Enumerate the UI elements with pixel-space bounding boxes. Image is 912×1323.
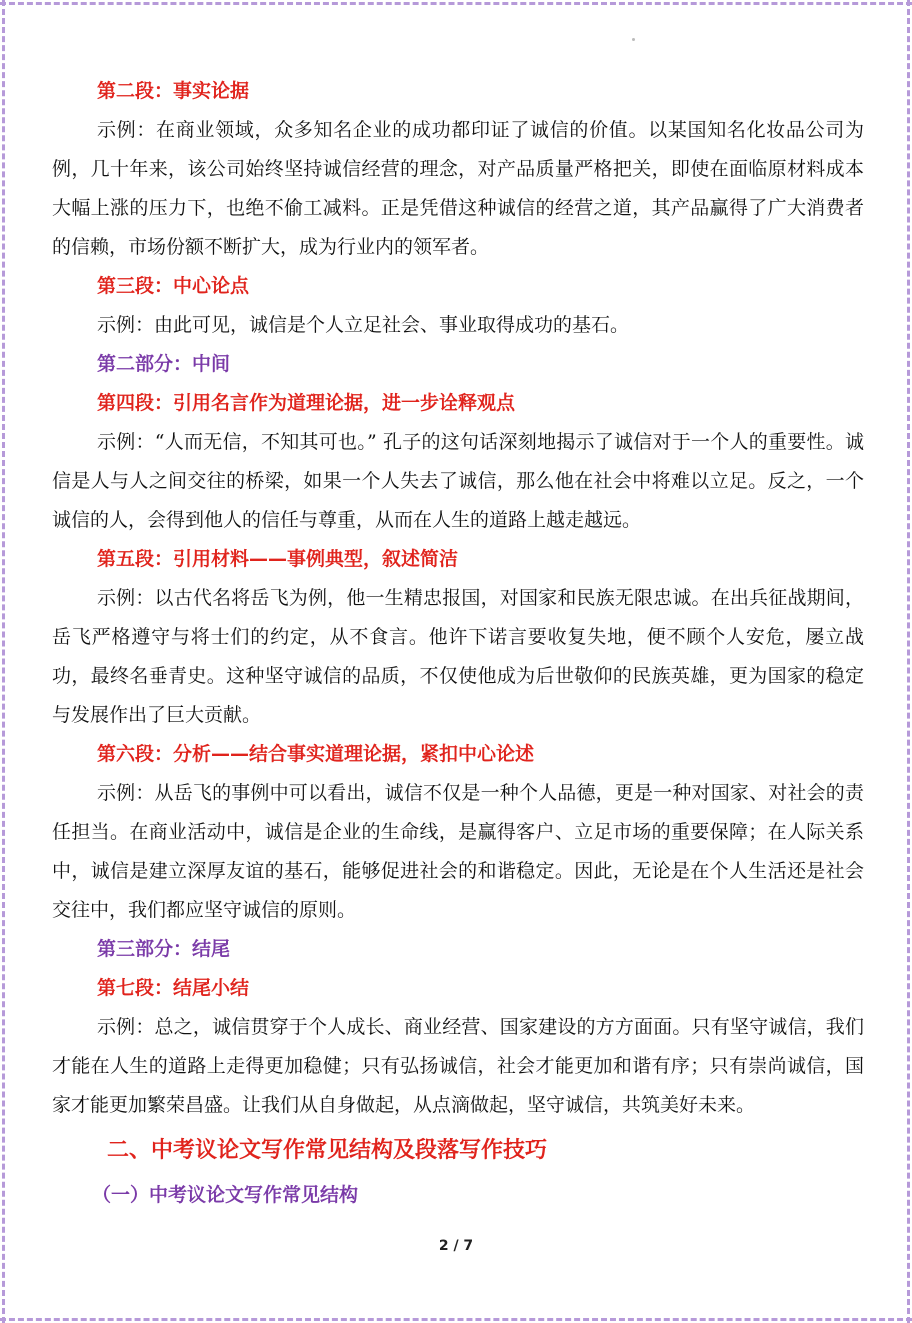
heading-paragraph-6: 第六段：分析——结合事实道理论据，紧扣中心论述 <box>97 743 535 765</box>
paragraph-quotation-evidence: 示例：“人而无信，不知其可也。” 孔子的这句话深刻地揭示了诚信对于一个人的重要性。诚信是人与人之间交往的桥梁，如果一个人失去了诚信，那么他在社会中将难以立足。反之，一个诚信的人，会得到他人的信任与尊重，从而在人生的道路上越走越远。 <box>52 431 864 531</box>
page-border-top <box>0 2 912 5</box>
page-border-left <box>2 0 5 1323</box>
heading-paragraph-5: 第五段：引用材料——事例典型，叙述简洁 <box>97 548 459 570</box>
heading-paragraph-4: 第四段：引用名言作为道理论据，进一步诠释观点 <box>97 392 516 414</box>
heading-paragraph-7: 第七段：结尾小结 <box>97 977 250 999</box>
page-border-bottom <box>0 1318 912 1321</box>
heading-paragraph-3: 第三段：中心论点 <box>97 275 250 297</box>
paragraph-central-argument: 示例：由此可见，诚信是个人立足社会、事业取得成功的基石。 <box>97 314 630 336</box>
sub-section-title: （一）中考议论文写作常见结构 <box>92 1184 359 1206</box>
paragraph-analysis: 示例：从岳飞的事例中可以看出，诚信不仅是一种个人品德，更是一种对国家、对社会的责任担当。在商业活动中，诚信是企业的生命线，是赢得客户、立足市场的重要保障；在人际关系中，诚信是建立深厚友谊的基石，能够促进社会的和谐稳定。因此，无论是在个人生活还是社会交往中，我们都应坚守诚信的原则。 <box>52 782 864 921</box>
page-number: 2 / 7 <box>438 1238 474 1254</box>
paragraph-material-example: 示例：以古代名将岳飞为例，他一生精忠报国，对国家和民族无限忠诚。在出兵征战期间，岳飞严格遵守与将士们的约定，从不食言。他许下诺言要收复失地，便不顾个人安危，屡立战功，最终名垂青史。这种坚守诚信的品质，不仅使他成为后世敬仰的民族英雄，更为国家的稳定与发展作出了巨大贡献。 <box>52 587 864 726</box>
paragraph-conclusion: 示例：总之，诚信贯穿于个人成长、商业经营、国家建设的方方面面。只有坚守诚信，我们才能在人生的道路上走得更加稳健；只有弘扬诚信，社会才能更加和谐有序；只有崇尚诚信，国家才能更加繁荣昌盛。让我们从自身做起，从点滴做起，坚守诚信，共筑美好未来。 <box>52 1016 864 1116</box>
scan-dot <box>632 38 635 41</box>
paragraph-fact-evidence: 示例：在商业领域，众多知名企业的成功都印证了诚信的价值。以某国知名化妆品公司为例，几十年来，该公司始终坚持诚信经营的理念，对产品质量严格把关，即使在面临原材料成本大幅上涨的压力下，也绝不偷工减料。正是凭借这种诚信的经营之道，其产品赢得了广大消费者的信赖，市场份额不断扩大，成为行业内的领军者。 <box>52 119 864 258</box>
heading-part-2: 第二部分：中间 <box>97 353 231 375</box>
section-title: 二、中考议论文写作常见结构及段落写作技巧 <box>107 1138 548 1163</box>
document-body <box>52 72 864 1215</box>
page-border-right <box>907 0 910 1323</box>
heading-part-3: 第三部分：结尾 <box>97 938 231 960</box>
heading-paragraph-2: 第二段：事实论据 <box>97 80 250 102</box>
